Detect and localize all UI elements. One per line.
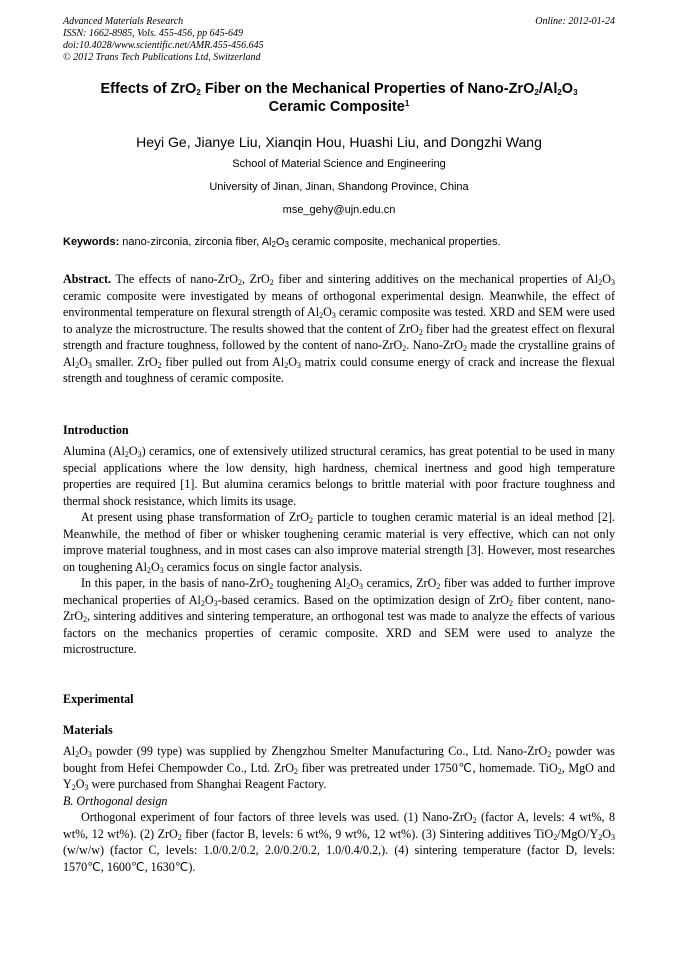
online-date: Online: 2012-01-24	[535, 16, 615, 27]
intro-paragraph-3: In this paper, in the basis of nano-ZrO$_2$ toughening $Al_2O_3$ ceramics, ZrO$_2$ fiber was added to further improve mechanical properties of $Al_2O_3$-based ceramics. Based on the optimization design of ZrO$_2$ fiber content, nano-ZrO$_2$, sintering additives and sintering temperature, an orthogonal test was made to analyze the effects of various factors on the mechanics properties of ceramic composite. XRD and SEM were used to analyze the microstructure.	[63, 576, 615, 656]
materials-heading: Materials	[63, 723, 113, 737]
intro-paragraph-1: Alumina $(Al_2O_3)$ ceramics, one of extensively utilized structural ceramics, has great potential to be used in many special applications where the low density, high hardness, chemical inertness and good high temperature properties are required [1]. But alumina ceramics belongs to brittle material with poor fracture toughness and thermal shock resistance, which limits its usage.	[63, 444, 615, 508]
journal-name: Advanced Materials Research	[63, 16, 184, 27]
experimental-body	[63, 743, 615, 875]
keywords: Keywords: nano-zirconia, zirconia fiber, $Al_2O_3$ ceramic composite, mechanical properties.	[63, 236, 501, 249]
abstract-label: Abstract.	[63, 272, 112, 286]
intro-paragraph-2: At present using phase transformation of ZrO$_2$ particle to toughen ceramic material is an ideal method [2]. Meanwhile, the method of fiber or whisker toughening ceramic material is very effective, which can not only improve material toughness, and in most cases can also improve material strength [3]. However, most researches on toughening $Al_2O_3$ ceramics focus on single factor analysis.	[63, 510, 615, 575]
introduction-heading: Introduction	[63, 423, 129, 437]
journal-header	[63, 16, 264, 64]
affiliation-university: University of Jinan, Jinan, Shandong Province, China	[209, 181, 469, 193]
experimental-heading: Experimental	[63, 692, 134, 706]
author-list: Heyi Ge, Jianye Liu, Xianqin Hou, Huashi Liu, and Dongzhi Wang	[136, 134, 542, 150]
doi-line: doi:10.4028/www.scientific.net/AMR.455-456.645	[63, 40, 264, 51]
introduction-body	[63, 443, 615, 658]
orthogonal-design-heading: B. Orthogonal design	[63, 793, 168, 808]
keywords-label: Keywords:	[63, 236, 120, 248]
paper-title: Effects of ZrO$_2$ Fiber on the Mechanical Properties of Nano-$ZrO_2/Al_2O_3$ Ceramic Composite$^1$	[100, 81, 578, 115]
copyright-line: © 2012 Trans Tech Publications Ltd, Switzerland	[63, 52, 261, 63]
affiliation-school: School of Material Science and Engineering	[232, 158, 446, 170]
author-email[interactable]: mse_gehy@ujn.edu.cn	[282, 204, 396, 216]
issn-line: ISSN: 1662-8985, Vols. 455-456, pp 645-649	[63, 28, 243, 39]
title-footnote-mark: 1	[404, 99, 410, 108]
materials-paragraph: $Al_2O_3$ powder (99 type) was supplied by Zhengzhou Smelter Manufacturing Co., Ltd. Nano-ZrO$_2$ powder was bought from Hefei Chempowder Co., Ltd. ZrO$_2$ fiber was pretreated under 1750℃, homemade. TiO$_2$, MgO and $Y_2O_3$ were purchased from Shanghai Reagent Factory.	[63, 744, 616, 792]
orthogonal-paragraph: Orthogonal experiment of four factors of three levels was used. (1) Nano-ZrO$_2$ (factor A, levels: 4 wt%, 8 wt%, 12 wt%). (2) ZrO$_2$ fiber (factor B, levels: 6 wt%, 9 wt%, 12 wt%). (3) Sintering additives $TiO_2/MgO/Y_2O_3$ (w/w/w) (factor C, levels: 1.0/0.2/0.2, 2.0/0.2/0.2, 1.0/0.4/0.2,). (4) sintering temperature (factor D, levels: 1570℃, 1600℃, 1630℃).	[63, 810, 615, 874]
abstract: Abstract. The effects of nano-ZrO$_2$, ZrO$_2$ fiber and sintering additives on the mechanical properties of $Al_2O_3$ ceramic composite were investigated by means of orthogonal experimental design. Meanwhile, the effect of environmental temperature on flexural strength of $Al_2O_3$ ceramic composite was tested. XRD and SEM were used to analyze the microstructure. The results showed that the content of ZrO$_2$ fiber had the greatest effect on flexural strength and fracture toughness, followed by the content of nano-ZrO$_2$. Nano-ZrO$_2$ made the crystalline grains of $Al_2O_3$ smaller. ZrO$_2$ fiber pulled out from $Al_2O_3$ matrix could consume energy of crack and increase the flexual strength and toughness of ceramic composite.	[63, 272, 615, 385]
